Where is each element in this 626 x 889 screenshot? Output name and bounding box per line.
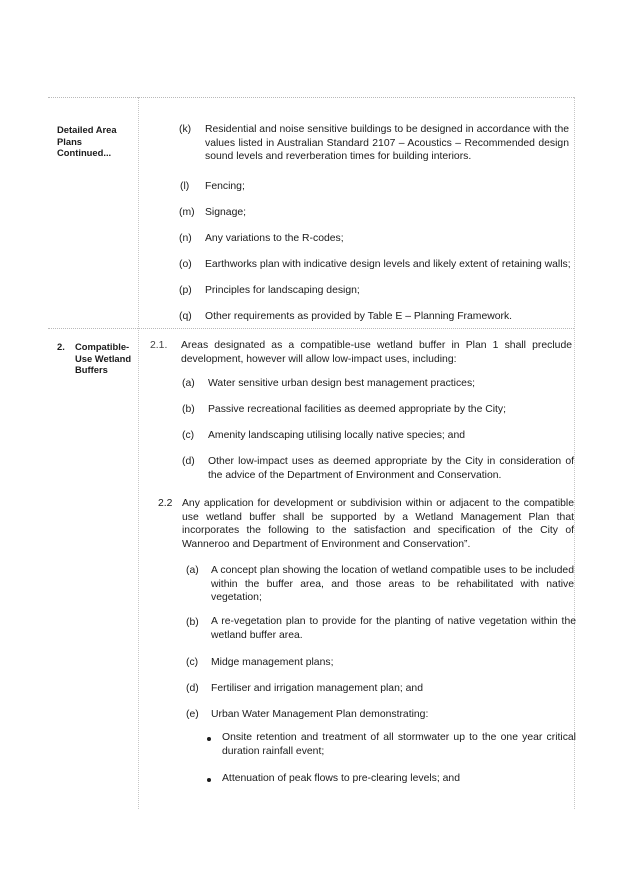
clause-2-2-item-d-text: Fertiliser and irrigation management plan; and: [211, 683, 423, 694]
item-k-label: (k): [179, 124, 192, 135]
item-l-label: (l): [180, 181, 190, 192]
item-l-text: Fencing;: [205, 181, 245, 192]
clause-2-1-item-c-label: (c): [182, 430, 195, 441]
clause-2-2-number: 2.2: [158, 498, 173, 509]
clause-2-2-item-d-label: (d): [186, 683, 199, 694]
section-divider: [48, 328, 574, 329]
clause-2-2-item-a-label: (a): [186, 565, 199, 576]
item-p-text: Principles for landscaping design;: [205, 285, 360, 296]
item-p-label: (p): [179, 285, 192, 296]
column-divider: [138, 97, 139, 809]
item-o-text: Earthworks plan with indicative design levels and likely extent of retaining walls;: [205, 259, 571, 270]
item-q-text: Other requirements as provided by Table E – Planning Framework.: [205, 311, 513, 322]
clause-2-1-item-d-label: (d): [182, 456, 195, 467]
item-q-label: (q): [179, 311, 192, 322]
clause-2-2-item-c-text: Midge management plans;: [211, 657, 334, 668]
bullet-icon: [207, 737, 211, 741]
item-n-label: (n): [179, 233, 192, 244]
clause-2-2-item-e-text: Urban Water Management Plan demonstrating:: [211, 709, 429, 720]
clause-2-1-item-a-text: Water sensitive urban design best management practices;: [208, 378, 476, 389]
clause-2-1-text: Areas designated as a compatible-use wetland buffer in Plan 1 shall preclude development, however will allow low-impact uses, including:: [181, 340, 572, 365]
section1-heading: Detailed Area Plans Continued...: [57, 124, 117, 158]
section2-heading: Compatible-Use Wetland Buffers: [75, 341, 132, 375]
clause-2-2-item-a-text: A concept plan showing the location of wetland compatible uses to be included within the buffer area, and those areas to be rehabilitated with native vegetation;: [211, 565, 574, 603]
item-n-text: Any variations to the R-codes;: [205, 233, 344, 244]
clause-2-1-item-b-text: Passive recreational facilities as deemed appropriate by the City;: [208, 404, 507, 415]
item-m-label: (m): [179, 207, 195, 218]
bullet-item-1: Onsite retention and treatment of all stormwater up to the one year critical duration rainfall event;: [222, 732, 576, 757]
table-right-border: [574, 97, 575, 809]
item-o-label: (o): [179, 259, 192, 270]
item-k-text: Residential and noise sensitive buildings to be designed in accordance with the values listed in Australian Standard 2107 – Acoustics – Recommended design sound levels and reverberation times for building interiors.: [205, 124, 569, 162]
clause-2-2-item-e-label: (e): [186, 709, 199, 720]
clause-2-2-item-c-label: (c): [186, 657, 199, 668]
bullet-item-2: Attenuation of peak flows to pre-clearing levels; and: [222, 773, 460, 784]
section2-number: 2.: [57, 341, 65, 352]
clause-2-2-text: Any application for development or subdivision within or adjacent to the compatible use wetland buffer shall be supported by a Wetland Management Plan that incorporates the following to the satisfaction and specification of the City of Wanneroo and Department of Environment and Conservation”.: [182, 498, 574, 550]
clause-2-1-item-b-label: (b): [182, 404, 195, 415]
table-top-border: [48, 97, 574, 98]
clause-2-1-number: 2.1.: [150, 340, 168, 351]
item-m-text: Signage;: [205, 207, 247, 218]
clause-2-1-item-d-text: Other low-impact uses as deemed appropriate by the City in consideration of the advice of the Department of Environment and Conservation.: [208, 456, 574, 481]
clause-2-1-item-c-text: Amenity landscaping utilising locally native species; and: [208, 430, 466, 441]
clause-2-2-item-b-text: A re-vegetation plan to provide for the planting of native vegetation within the wetland buffer area.: [211, 616, 576, 641]
bullet-icon: [207, 778, 211, 782]
clause-2-2-item-b-label: (b): [186, 617, 199, 628]
clause-2-1-item-a-label: (a): [182, 378, 195, 389]
